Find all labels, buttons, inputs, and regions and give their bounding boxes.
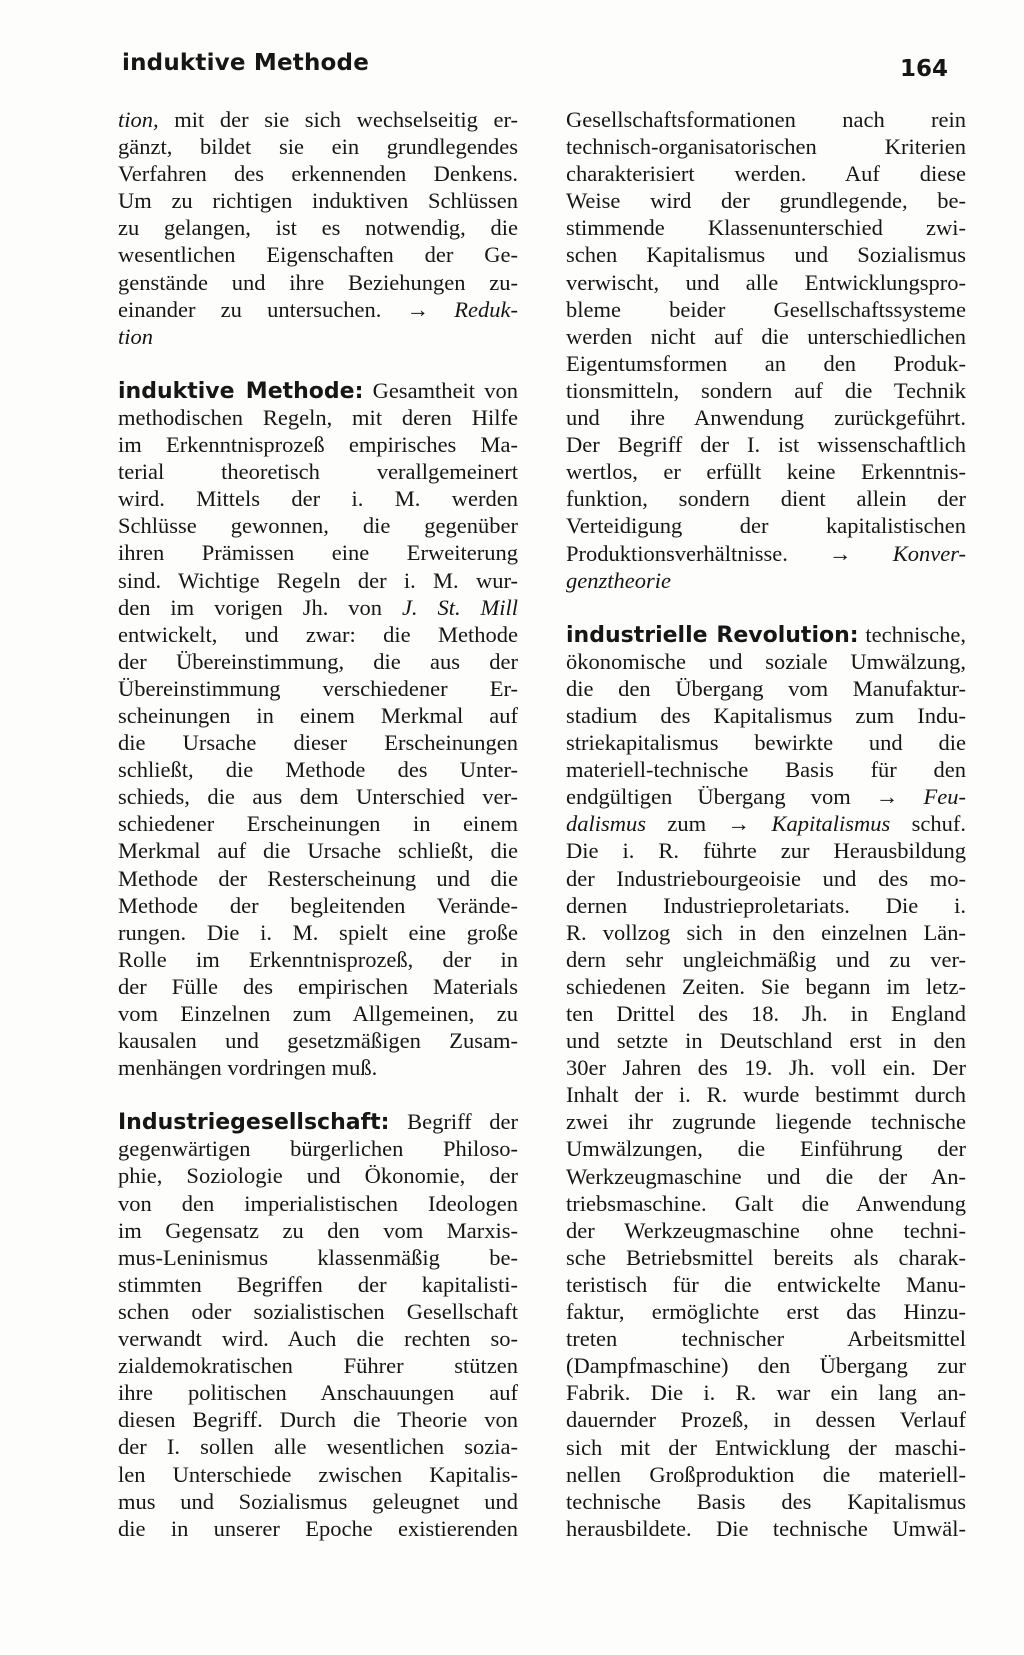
text-run: zialdemokratischen Führer stützen (118, 1353, 518, 1379)
text-line (566, 458, 966, 485)
text-run: Produktionsverhältnisse. → (566, 540, 893, 566)
cross-reference: Konver- (892, 540, 966, 566)
right-column (566, 106, 966, 1542)
text-line (566, 946, 966, 973)
text-line (118, 865, 518, 892)
text-run: verwischt, und alle Entwicklungspro- (566, 269, 966, 295)
text-run: gänzt, bildet sie ein grundlegendes (118, 134, 518, 160)
text-line (566, 187, 966, 214)
text-line (118, 1000, 518, 1027)
text-run: der Industriebourgeoisie und des mo- (566, 865, 966, 891)
text-line (118, 1379, 518, 1406)
text-line (566, 702, 966, 729)
text-line (566, 1054, 966, 1081)
text-run: phie, Soziologie und Ökonomie, der (118, 1163, 518, 1189)
text-run: die in unserer Epoche existierenden (118, 1515, 518, 1541)
text-line (118, 1108, 518, 1135)
text-line (118, 458, 518, 485)
text-run: zum → (646, 811, 772, 837)
text-run: striekapitalismus bewirkte und die (566, 730, 966, 756)
text-run: schuf. (890, 811, 966, 837)
text-line (566, 1515, 966, 1542)
text-line (118, 648, 518, 675)
text-run: scheinungen in einem Merkmal auf (118, 702, 518, 728)
text-run: terial theoretisch verallgemeinert (118, 459, 518, 485)
text-run: rungen. Die i. M. spielt eine große (118, 919, 518, 945)
text-run: den im vorigen Jh. von (118, 594, 402, 620)
text-line (566, 485, 966, 512)
text-line (566, 377, 966, 404)
text-run: zwei ihr zugrunde liegende technische (566, 1109, 966, 1135)
text-line (566, 540, 966, 567)
text-run: Fabrik. Die i. R. war ein lang an- (566, 1380, 966, 1406)
text-line (566, 241, 966, 268)
text-run: mus und Sozialismus geleugnet und (118, 1488, 518, 1514)
text-run: schiedenen Zeiten. Sie begann im letz- (566, 973, 966, 999)
text-run: len Unterschiede zwischen Kapitalis- (118, 1461, 518, 1487)
text-run: Inhalt der i. R. wurde bestimmt durch (566, 1082, 966, 1108)
text-line (566, 512, 966, 539)
text-line (118, 377, 518, 404)
text-line (566, 1352, 966, 1379)
text-run: sind. Wichtige Regeln der i. M. wur- (118, 567, 518, 593)
text-line (118, 675, 518, 702)
text-run: dern sehr ungleichmäßig und zu ver- (566, 946, 966, 972)
text-line (566, 1027, 966, 1054)
text-run: ten Drittel des 18. Jh. in England (566, 1001, 966, 1026)
cross-reference: Reduk- (454, 296, 518, 322)
text-run: Die i. R. führte zur Herausbildung (566, 838, 966, 864)
text-run: Gesellschaftsformationen nach rein (566, 107, 966, 132)
text-run: Der Begriff der I. ist wissenschaftlich (566, 432, 966, 458)
text-run: von den imperialistischen Ideologen (118, 1190, 518, 1216)
text-line (566, 837, 966, 864)
text-line (118, 621, 518, 648)
text-line (118, 187, 518, 214)
text-run: technisch-organisatorischen Kriterien (566, 134, 966, 160)
text-line (566, 106, 966, 133)
text-run: menhängen vordringen muß. (118, 1055, 378, 1081)
text-run: Merkmal auf die Ursache schließt, die (118, 838, 518, 864)
text-line (118, 1461, 518, 1488)
text-line (118, 323, 518, 350)
text-run: wesentlichen Eigenschaften der Ge- (118, 242, 518, 268)
text-run: zu gelangen, ist es notwendig, die (118, 215, 518, 241)
cross-reference: tion, (118, 107, 159, 132)
text-run: entwickelt, und zwar: die Methode (118, 621, 518, 647)
text-run: charakterisiert werden. Auf diese (566, 161, 966, 187)
text-run: der I. sollen alle wesentlichen sozia- (118, 1434, 518, 1460)
text-line (118, 810, 518, 837)
text-line (118, 837, 518, 864)
text-line (118, 1515, 518, 1542)
left-column (118, 106, 518, 1542)
text-run: triebsmaschine. Galt die Anwendung (566, 1190, 966, 1216)
text-run: funktion, sondern dient allein der (566, 486, 966, 512)
text-line (118, 214, 518, 241)
cross-reference: tion (118, 323, 154, 349)
text-run: stimmende Klassenunterschied zwi- (566, 215, 966, 241)
text-run: und ihre Anwendung zurückgeführt. (566, 405, 966, 431)
text-run: bleme beider Gesellschaftssysteme (566, 296, 966, 322)
text-run: Begriff der (389, 1109, 518, 1135)
text-line (566, 431, 966, 458)
text-line (118, 296, 518, 323)
text-run: diesen Begriff. Durch die Theorie von (118, 1407, 518, 1433)
text-line (118, 567, 518, 594)
text-line (566, 1108, 966, 1135)
text-line (118, 539, 518, 566)
text-line (566, 1190, 966, 1217)
text-line (566, 214, 966, 241)
text-run: kausalen und gesetzmäßigen Zusam- (118, 1028, 518, 1054)
text-run: werden nicht auf die unterschiedlichen (566, 323, 966, 349)
text-run: schieds, die aus dem Unterschied ver- (118, 784, 518, 810)
text-line (118, 485, 518, 512)
text-run: herausbildete. Die technische Umwäl- (566, 1515, 966, 1541)
text-run: methodischen Regeln, mit deren Hilfe (118, 404, 518, 430)
text-line (566, 973, 966, 1000)
text-run: Werkzeugmaschine und die der An- (566, 1163, 966, 1189)
text-run: schließt, die Methode des Unter- (118, 757, 518, 783)
text-line (566, 133, 966, 160)
text-run: teristisch für die entwickelte Manu- (566, 1271, 966, 1297)
text-run: tionsmitteln, sondern auf die Technik (566, 377, 966, 403)
text-line (566, 1244, 966, 1271)
text-run: Verfahren des erkennenden Denkens. (118, 161, 518, 187)
text-run: die den Übergang vom Manufaktur- (566, 675, 966, 701)
text-line (566, 1271, 966, 1298)
text-line (566, 648, 966, 675)
text-run: ökonomische und soziale Umwälzung, (566, 648, 966, 674)
text-run: dauernder Prozeß, in dessen Verlauf (566, 1407, 966, 1433)
text-line (566, 919, 966, 946)
text-run: wird. Mittels der i. M. werden (118, 486, 518, 512)
text-line (566, 675, 966, 702)
text-line (118, 594, 518, 621)
text-run: treten technischer Arbeitsmittel (566, 1326, 966, 1352)
entry-separator (118, 350, 518, 377)
text-run: (Dampfmaschine) den Übergang zur (566, 1353, 966, 1379)
text-run: Schlüsse gewonnen, die gegenüber (118, 513, 518, 539)
text-line (566, 1298, 966, 1325)
text-run: nellen Großproduktion die materiell- (566, 1461, 966, 1487)
page-number: 164 (899, 56, 948, 82)
text-line (566, 160, 966, 187)
text-line (118, 1054, 518, 1081)
text-line (566, 404, 966, 431)
text-line (118, 133, 518, 160)
text-line (566, 1135, 966, 1162)
text-line (566, 1325, 966, 1352)
text-line (566, 783, 966, 810)
text-run: Methode der Resterscheinung und die (118, 865, 518, 891)
text-line (118, 512, 518, 539)
text-run: schiedener Erscheinungen in einem (118, 811, 518, 837)
text-line (566, 756, 966, 783)
text-line (566, 567, 966, 594)
text-line (118, 973, 518, 1000)
text-run: genstände und ihre Beziehungen zu- (118, 269, 518, 295)
text-run: Rolle im Erkenntnisprozeß, der in (118, 946, 518, 972)
text-run: Um zu richtigen induktiven Schlüssen (118, 188, 518, 214)
text-line (566, 350, 966, 377)
text-line (566, 1379, 966, 1406)
text-run: der Werkzeugmaschine ohne techni- (566, 1217, 966, 1243)
text-run: Methode der begleitenden Verände- (118, 892, 518, 918)
text-line (118, 1325, 518, 1352)
text-line (118, 160, 518, 187)
text-line (118, 269, 518, 296)
text-run: technische Basis des Kapitalismus (566, 1488, 966, 1514)
text-line (118, 756, 518, 783)
text-line (118, 241, 518, 268)
text-run: ihren Prämissen eine Erweiterung (118, 540, 518, 566)
text-line (118, 1488, 518, 1515)
text-line (118, 729, 518, 756)
text-line (566, 1434, 966, 1461)
text-line (118, 783, 518, 810)
text-run: sich mit der Entwicklung der maschi- (566, 1434, 966, 1460)
text-run: Gesamtheit von (363, 377, 518, 403)
text-line (118, 106, 518, 133)
text-run: verwandt wird. Auch die rechten so- (118, 1326, 518, 1352)
entry-headword: induktive Methode: (118, 378, 364, 404)
text-run: gegenwärtigen bürgerlichen Philoso- (118, 1136, 518, 1162)
cross-reference: Kapitalismus (771, 811, 891, 837)
text-run: im Erkenntnisprozeß empirisches Ma- (118, 432, 518, 458)
text-line (566, 1461, 966, 1488)
text-line (566, 269, 966, 296)
text-run: der Fülle des empirischen Materials (118, 973, 518, 999)
text-line (118, 1298, 518, 1325)
text-run: einander zu untersuchen. → (118, 296, 455, 322)
text-line (118, 1217, 518, 1244)
text-run: endgültigen Übergang vom → (566, 784, 924, 810)
text-run: wertlos, er erfüllt keine Erkenntnis- (566, 459, 966, 485)
text-line (118, 919, 518, 946)
text-line (118, 1406, 518, 1433)
text-run: 30er Jahren des 19. Jh. voll ein. Der (566, 1055, 966, 1081)
text-line (566, 296, 966, 323)
text-line (118, 1135, 518, 1162)
text-line (566, 1000, 966, 1027)
text-run: materiell-technische Basis für den (566, 757, 966, 783)
text-line (118, 1271, 518, 1298)
text-line (566, 729, 966, 756)
text-run: schen oder sozialistischen Gesellschaft (118, 1298, 518, 1324)
text-run: der Übereinstimmung, die aus der (118, 648, 518, 674)
text-line (118, 404, 518, 431)
text-line (118, 1162, 518, 1189)
text-line (566, 810, 966, 837)
text-run: dernen Industrieproletariats. Die i. (566, 892, 966, 918)
text-line (118, 1352, 518, 1379)
text-run: technische, (858, 621, 966, 647)
text-run: stadium des Kapitalismus zum Indu- (566, 702, 966, 728)
text-line (566, 892, 966, 919)
text-run: ihre politischen Anschauungen auf (118, 1380, 518, 1406)
text-line (566, 1488, 966, 1515)
text-run: schen Kapitalismus und Sozialismus (566, 242, 966, 268)
text-run: R. vollzog sich in den einzelnen Län- (566, 919, 966, 945)
text-line (566, 865, 966, 892)
cross-reference: J. St. Mill (401, 594, 519, 620)
text-line (566, 323, 966, 350)
text-line (118, 892, 518, 919)
cross-reference: genztheorie (566, 567, 671, 593)
text-run: vom Einzelnen zum Allgemeinen, zu (118, 1001, 518, 1026)
text-run: stimmten Begriffen der kapitalisti- (118, 1271, 518, 1297)
text-run: Umwälzungen, die Einführung der (566, 1136, 966, 1162)
text-line (118, 1027, 518, 1054)
text-line (118, 431, 518, 458)
text-line (566, 1081, 966, 1108)
text-run: mus-Leninismus klassenmäßig be- (118, 1244, 518, 1270)
entry-headword: industrielle Revolution: (566, 622, 859, 648)
text-run: die Ursache dieser Erscheinungen (118, 730, 518, 756)
text-run: mit der sie sich wechselseitig er- (158, 107, 518, 132)
cross-reference: Feu- (923, 784, 966, 810)
text-line (566, 1163, 966, 1190)
text-run: Weise wird der grundlegende, be- (566, 188, 966, 214)
entry-separator (566, 594, 966, 621)
text-line (118, 1190, 518, 1217)
text-line (118, 1244, 518, 1271)
text-run: Übereinstimmung verschiedener Er- (118, 675, 518, 701)
text-line (118, 702, 518, 729)
text-run: faktur, ermöglichte erst das Hinzu- (566, 1299, 966, 1325)
entry-separator (118, 1081, 518, 1108)
text-line (118, 946, 518, 973)
text-line (118, 1433, 518, 1460)
text-run: sche Betriebsmittel bereits als charak- (566, 1244, 966, 1270)
text-line (566, 1217, 966, 1244)
text-run: Eigentumsformen an den Produk- (566, 350, 966, 376)
text-run: und setzte in Deutschland erst in den (566, 1028, 966, 1054)
text-run: im Gegensatz zu den vom Marxis- (118, 1217, 518, 1243)
cross-reference: dalismus (566, 811, 647, 837)
entry-headword: Industriegesellschaft: (118, 1110, 390, 1136)
text-line (566, 1406, 966, 1433)
text-run: Verteidigung der kapitalistischen (566, 513, 966, 539)
running-head: induktive Methode (122, 50, 369, 76)
text-line (566, 621, 966, 648)
